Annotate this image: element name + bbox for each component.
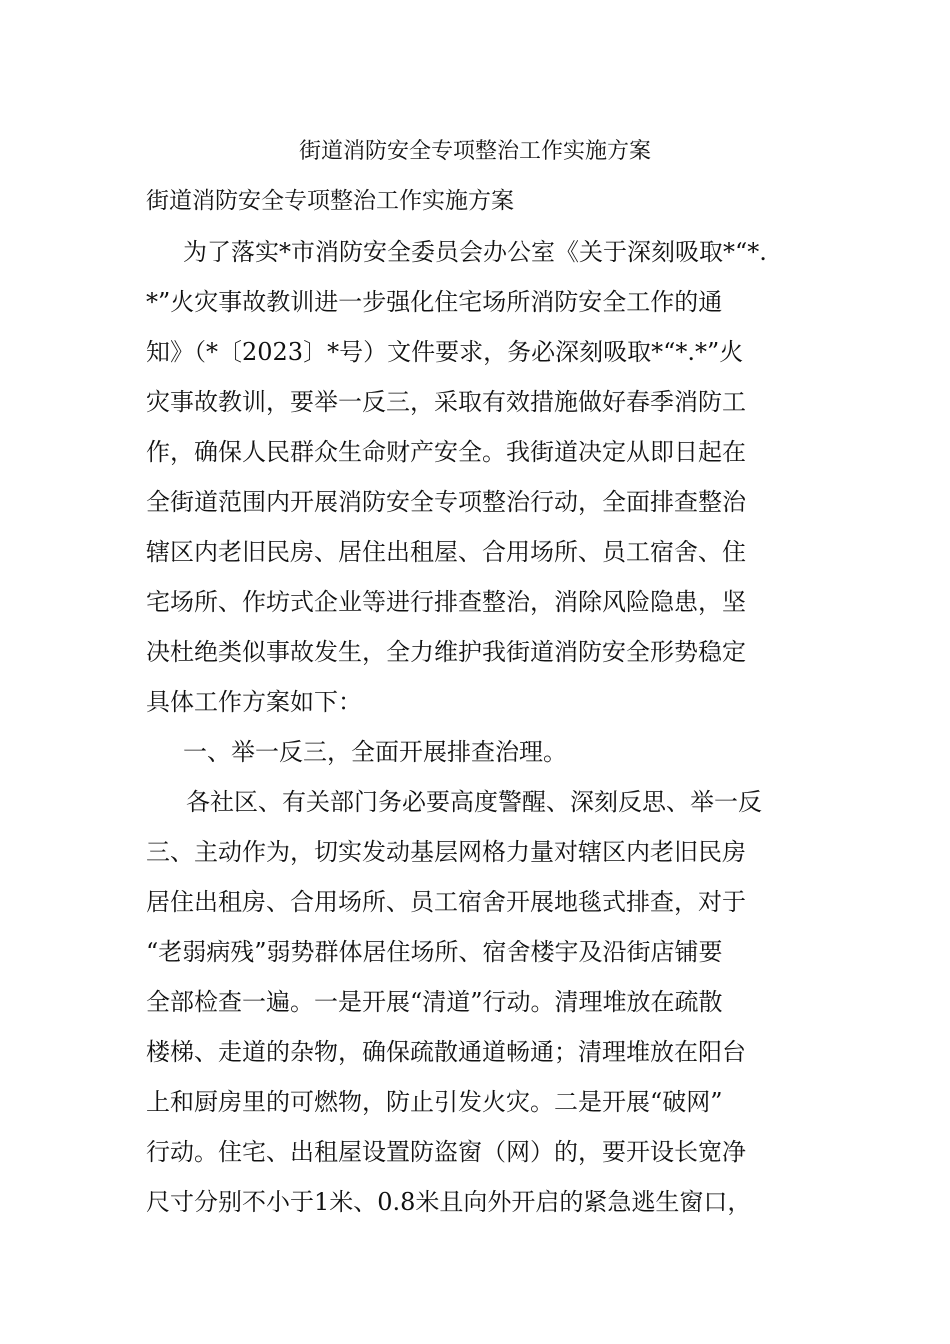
body-line: 上和厨房里的可燃物，防止引发火灾。二是开展“破网” [146,1088,723,1116]
body-line: 决杜绝类似事故发生，全力维护我街道消防安全形势稳定 [146,638,746,666]
body-line: 全部检查一遍。一是开展“清道”行动。清理堆放在疏散 [146,988,723,1016]
body-line: 辖区内老旧民房、居住出租屋、合用场所、员工宿舍、住 [146,538,746,566]
body-line: *”火灾事故教训进一步强化住宅场所消防安全工作的通 [146,288,723,316]
body-line: 具体工作方案如下： [146,688,362,716]
body-line: 宅场所、作坊式企业等进行排查整治，消除风险隐患，坚 [146,588,746,616]
body-line: 为了落实*市消防安全委员会办公室《关于深刻吸取*“*. [183,238,767,266]
section-heading: 街道消防安全专项整治工作实施方案 [146,188,514,214]
body-line: 行动。住宅、出租屋设置防盗窗（网）的，要开设长宽净 [146,1138,746,1166]
body-line: 知》（*〔2023〕*号）文件要求，务必深刻吸取*“*.*”火 [146,338,744,366]
document-title: 街道消防安全专项整治工作实施方案 [298,139,651,164]
body-line: 灾事故教训，要举一反三，采取有效措施做好春季消防工 [146,388,746,416]
body-line: “老弱病残”弱势群体居住场所、宿舍楼宇及沿街店铺要 [146,938,723,966]
body-line: 楼梯、走道的杂物，确保疏散通道畅通；清理堆放在阳台 [146,1038,746,1066]
body-line: 全街道范围内开展消防安全专项整治行动，全面排查整治 [146,488,746,516]
body-line: 各社区、有关部门务必要高度警醒、深刻反思、举一反 [186,788,762,816]
body-line: 作，确保人民群众生命财产安全。我街道决定从即日起在 [146,438,746,466]
body-line: 三、主动作为，切实发动基层网格力量对辖区内老旧民房 [146,838,746,866]
section-heading: 一、举一反三，全面开展排查治理。 [183,738,567,766]
body-line: 尺寸分别不小于1米、0.8米且向外开启的紧急逃生窗口， [146,1188,752,1216]
body-line: 居住出租房、合用场所、员工宿舍开展地毯式排查，对于 [146,888,746,916]
